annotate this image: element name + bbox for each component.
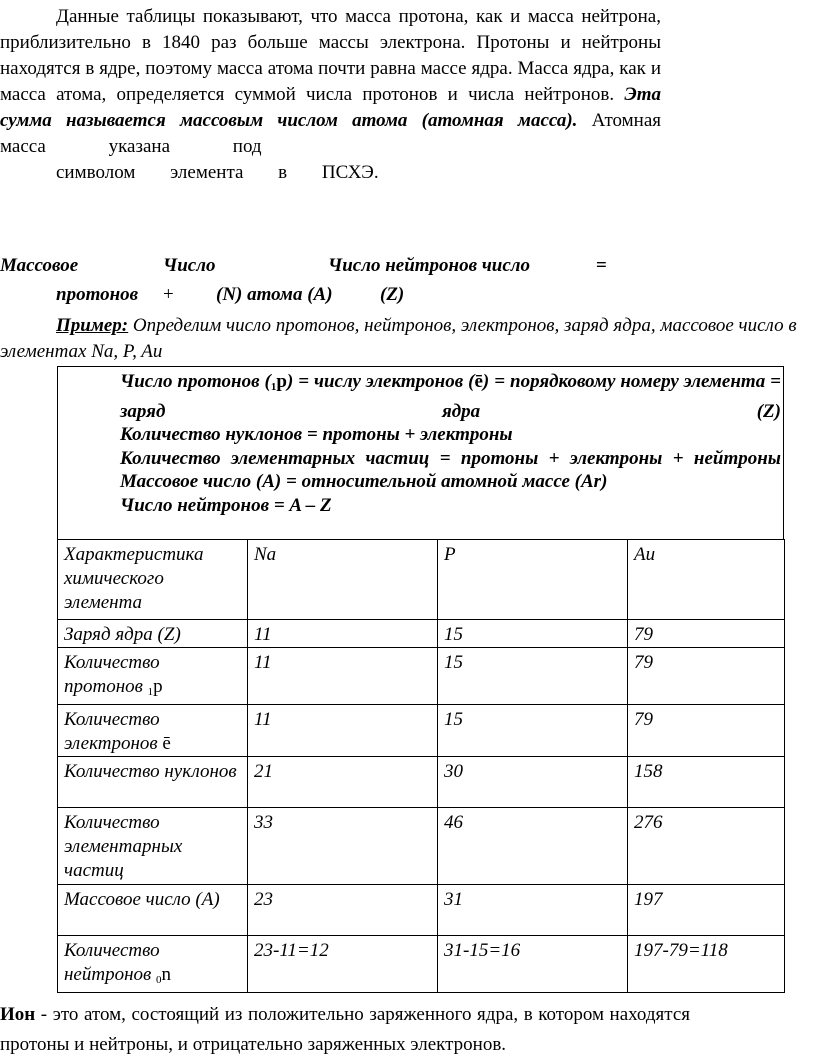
cell-au: 79 [628,648,785,705]
row-label: Массовое число (А) [58,885,248,936]
row-label: Количество нейтронов $_0$n [58,936,248,993]
cell-p: 15 [438,620,628,648]
cell-na: 11 [248,648,438,705]
cell-na: 11 [248,705,438,757]
header-cell-na: Na [248,540,438,620]
example-label: Пример: [56,315,129,336]
intro-emphasis: Эта сумма называется массовым числом атома (атомная масса). [0,84,662,131]
header-cell-au: Au [628,540,785,620]
rule-4: Массовое число (А) = относительной атомной массе (Ar) [120,471,608,492]
row-label: Заряд ядра (Z) [58,620,248,648]
rule-5: Число нейтронов = A – Z [120,494,332,516]
rules-box [57,366,784,539]
row-label: Количество электронов ē [58,705,248,757]
cell-na: 23 [248,885,438,936]
formula-word-2: Число [163,255,216,276]
formula-equals: = [596,255,607,276]
table-row [58,808,785,885]
cell-au: 197 [628,885,785,936]
rule-3: Количество элементарных частиц = протоны + электроны + нейтроны [120,447,781,469]
row-label: Количество нуклонов [58,757,248,808]
cell-p: 46 [438,808,628,885]
table-row [58,705,785,757]
formula-word-8: (Z) [380,284,405,305]
cell-na: 21 [248,757,438,808]
row-label: Количество протонов $_1$p [58,648,248,705]
cell-p: 31 [438,885,628,936]
cell-au: 276 [628,808,785,885]
table-header-row [58,540,785,620]
rule-1: Число протонов $(_1p)$ = числу электронов (ē) = порядковому номеру элемента = заряд ядра (Z) [120,371,781,422]
ion-term: Ион [0,1004,36,1025]
table-row [58,757,785,808]
ion-text: - это атом, состоящий из положительно заряженного ядра, в котором находятся протоны и нейтроны, и отрицательно заряженных электронов. [0,1004,690,1055]
table-row [58,648,785,705]
cell-au: 79 [628,620,785,648]
cell-na: 33 [248,808,438,885]
cell-na: 23-11=12 [248,936,438,993]
table-row [58,885,785,936]
example-text: Определим число протонов, нейтронов, электронов, заряд ядра, массовое число в элементах Na, P, Au [0,315,797,362]
header-cell-p: P [438,540,628,620]
cell-au: 197-79=118 [628,936,785,993]
cell-p: 31-15=16 [438,936,628,993]
row-label: Количество элементарных частиц [58,808,248,885]
cell-p: 15 [438,705,628,757]
intro-paragraph [0,4,661,186]
intro-last-line: символом элемента в ПСХЭ. [56,162,379,183]
header-cell-characteristic: Характеристика химического элемента [58,540,248,620]
formula-word-5: протонов [56,284,139,305]
formula-word-7: (N) атома (А) [216,284,333,305]
formula-word-1: Массовое [0,255,79,276]
table-row [58,620,785,648]
ion-paragraph [0,1000,690,1060]
intro-text: Данные таблицы показывают, что масса протона, как и масса нейтрона, приблизительно в 1840 раз больше массы электрона. Протоны и нейтроны находятся в ядре, поэтому масса атома почти равна массе ядра. Масса ядра, как и масса атома, определяется суммой числа протонов и числа нейтронов. [0,6,661,105]
formula-word-3: Число нейтронов число [328,255,531,276]
table-row [58,936,785,993]
cell-p: 15 [438,648,628,705]
cell-au: 158 [628,757,785,808]
example-paragraph [0,313,800,365]
cell-p: 30 [438,757,628,808]
cell-au: 79 [628,705,785,757]
cell-na: 11 [248,620,438,648]
intro-tail: Атомная масса указана под [0,110,662,157]
rule-2: Количество нуклонов = протоны + электроны [120,424,513,445]
elements-table [57,539,785,993]
formula-plus: + [163,284,174,305]
